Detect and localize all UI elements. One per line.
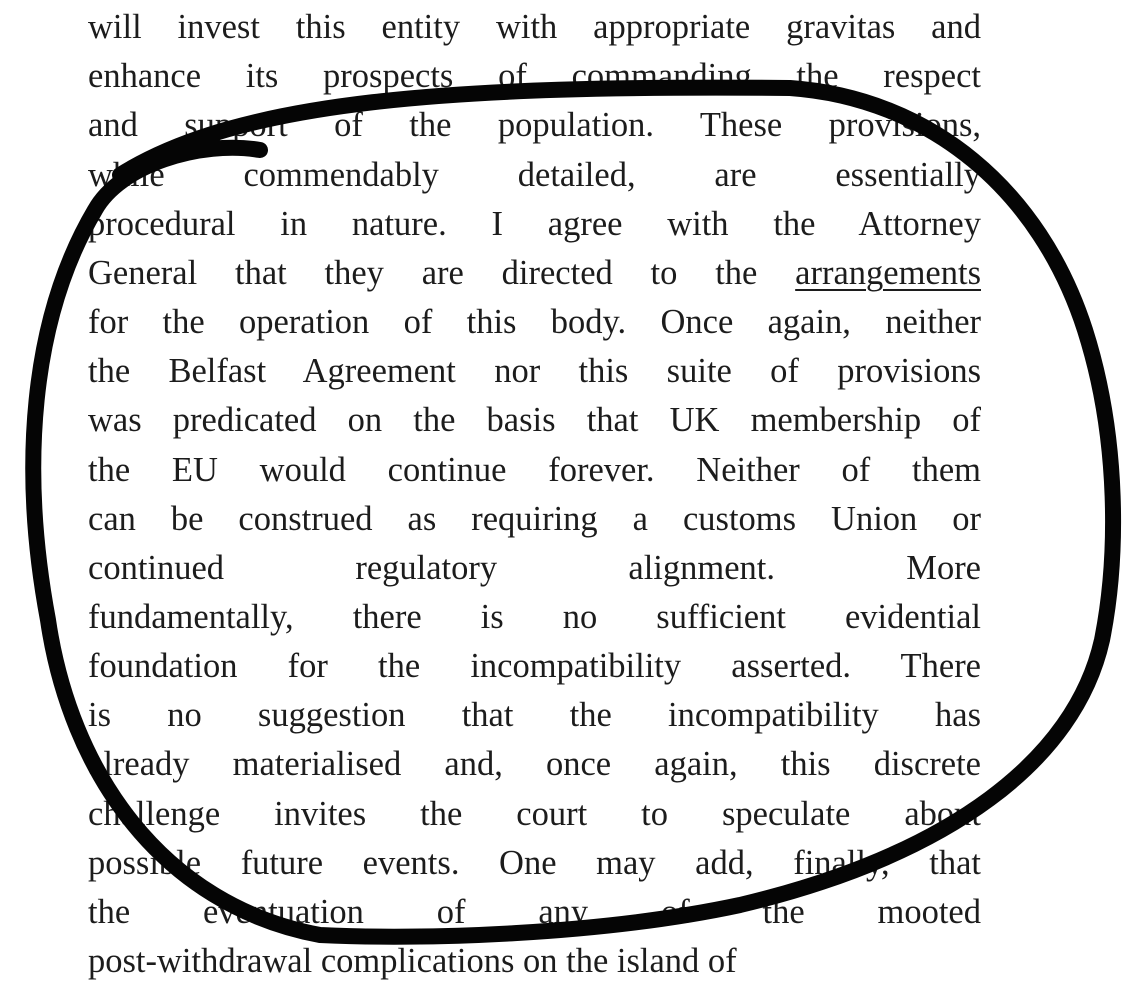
text-line: will invest this entity with appropriate gravitas and [88,8,981,46]
text-line: can be construed as requiring a customs Union or [88,500,981,538]
text-line: was predicated on the basis that UK membership of [88,401,981,439]
text-line: the EU would continue forever. Neither of them [88,451,981,489]
underlined-word: arrangements [795,254,981,292]
text-line: challenge invites the court to speculate about [88,795,981,833]
text-line: enhance its prospects of commanding the respect [88,57,981,95]
text-line: the eventuation of any of the mooted [88,893,981,931]
text-line [88,253,981,293]
text-line: fundamentally, there is no sufficient evidential [88,598,981,636]
text-line: and support of the population. These provisions, [88,106,981,144]
text-line: for the operation of this body. Once again, neither [88,303,981,341]
text-line: while commendably detailed, are essentially [88,156,981,194]
text-fragment: General that they are directed to the [88,254,758,292]
text-line: post-withdrawal complications on the island of [88,942,737,980]
text-line: the Belfast Agreement nor this suite of provisions [88,352,981,390]
text-line: continued regulatory alignment. More [88,549,981,587]
text-line: possible future events. One may add, finally, that [88,844,981,882]
text-line: already materialised and, once again, this discrete [88,745,981,783]
text-line: is no suggestion that the incompatibility has [88,696,981,734]
text-line: foundation for the incompatibility asserted. There [88,647,981,685]
text-line: procedural in nature. I agree with the Attorney [88,205,981,243]
